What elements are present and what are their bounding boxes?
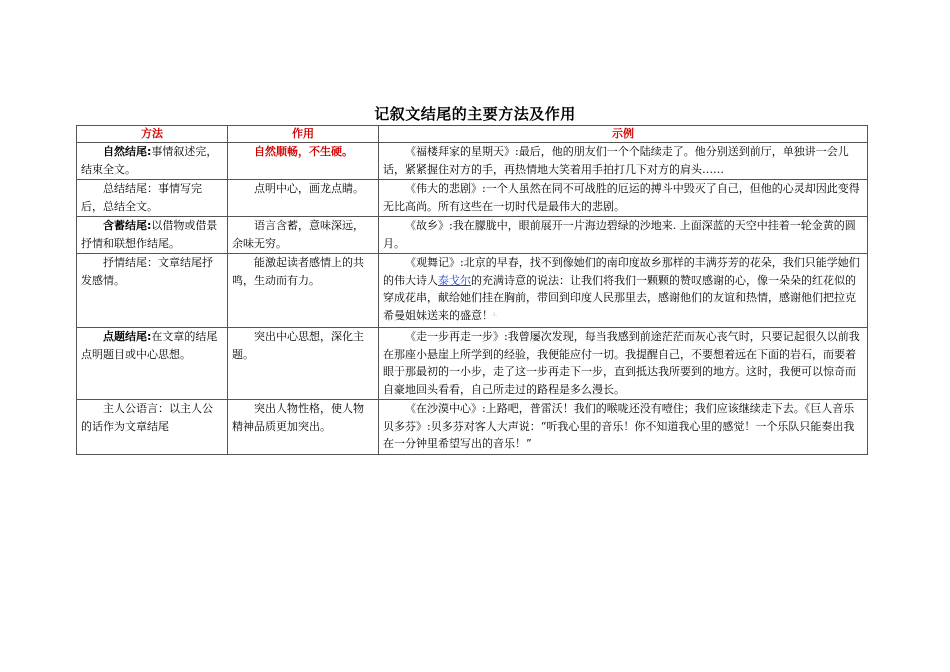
table-row: [77, 400, 868, 455]
method-cell: [77, 400, 228, 455]
effect-cell: 点明中心，画龙点睛。: [228, 180, 379, 217]
example-cell: 《在沙漠中心》:上路吧，普雷沃！我们的喉咙还没有噎住；我们应该继续走下去。《巨人音乐贝多芬》:贝多芬对客人大声说：“听我心里的音乐！你不知道我心里的感觉！一个乐队只能奏出我在一分钟里希望写出的音乐！”: [379, 400, 868, 455]
method-desc: 事情叙述完，结束全文。: [81, 145, 218, 176]
poet-link[interactable]: 泰戈尔: [438, 273, 471, 287]
method-desc: 在文章的结尾点明题目或中心思想。: [81, 330, 218, 361]
example-cell: 《伟大的悲剧》:一个人虽然在同不可战胜的厄运的搏斗中毁灭了自己，但他的心灵却因此变得无比高尚。所有这些在一切时代是最伟大的悲剧。: [379, 180, 868, 217]
header-method: 方法: [77, 126, 228, 143]
table-row: [77, 143, 868, 180]
methods-table: [76, 125, 868, 455]
method-cell: [77, 254, 228, 328]
method-name: 含蓄结尾:: [103, 219, 152, 232]
table-row: [77, 328, 868, 400]
table-row: [77, 254, 868, 328]
effect-cell: 突出中心思想，深化主题。: [228, 328, 379, 400]
table-row: [77, 217, 868, 254]
header-example: 示例: [379, 126, 868, 143]
method-name: 点题结尾:: [103, 330, 152, 343]
example-text-post: 的充满诗意的说法：让我们将我们一颗颗的赞叹感谢的心，像一朵朵的红花似的穿成花串，献给她们挂在胸前，带回到印度人民那里去，感谢他们的友谊和热情，感谢他们把拉克希曼姐妹送来的盛意！: [383, 273, 856, 322]
example-text-pre: 《观舞记》:北京的早春，找不到像她们的南印度故乡那样的丰满芬芳的花朵，我们只能学她们的伟大诗人: [383, 256, 860, 287]
method-cell: [77, 143, 228, 180]
effect-cell: 突出人物性格，使人物精神品质更加突出。: [228, 400, 379, 455]
table-row: [77, 180, 868, 217]
method-cell: [77, 180, 228, 217]
effect-cell: [228, 143, 379, 180]
header-effect: 作用: [228, 126, 379, 143]
effect-text: 自然顺畅，不生硬。: [254, 145, 353, 158]
example-cell: 《走一步再走一步》:我曾屡次发现，每当我感到前途茫茫而灰心丧气时，只要记起很久以前我在那座小悬崖上所学到的经验，我便能应付一切。我提醒自己，不要想着远在下面的岩石，而要着眼于那最初的一小步，走了这一步再走下一步，直到抵达我所要到的地方。这时，我便可以惊奇而自豪地回头看看，自己所走过的路程是多么漫长。: [379, 328, 868, 400]
effect-cell: 语言含蓄，意味深远，余味无穷。: [228, 217, 379, 254]
method-cell: [77, 328, 228, 400]
method-cell: [77, 217, 228, 254]
table-header-row: [77, 126, 868, 143]
edit-mark: ᴸ: [493, 311, 497, 322]
method-name: 自然结尾:: [103, 145, 152, 158]
example-cell: 《福楼拜家的星期天》:最后，他的朋友们一个个陆续走了。他分别送到前厅，单独讲一会儿话，紧紧握住对方的手，再热情地大笑着用手拍打几下对方的肩头……: [379, 143, 868, 180]
example-cell: [379, 254, 868, 328]
method-desc: 以借物或借景抒情和联想作结尾。: [81, 219, 218, 250]
example-cell: 《故乡》:我在朦胧中，眼前展开一片海边碧绿的沙地来. 上面深蓝的天空中挂着一轮金黄的圆月。: [379, 217, 868, 254]
method-desc: 主人公语言：以主人公的话作为文章结尾: [81, 402, 213, 433]
document-title: 记叙文结尾的主要方法及作用: [374, 105, 576, 123]
method-desc: 抒情结尾：文章结尾抒发感情。: [81, 256, 213, 287]
effect-cell: 能激起读者感情上的共鸣，生动而有力。: [228, 254, 379, 328]
method-desc: 总结结尾：事情写完后，总结全文。: [81, 182, 202, 213]
